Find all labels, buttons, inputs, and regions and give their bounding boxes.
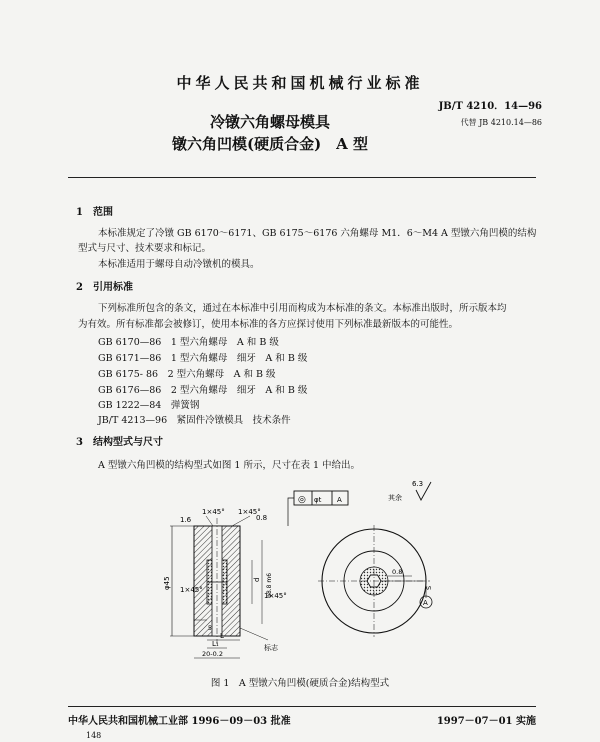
section-3-heading: 3 结构型式与尺寸 <box>76 437 163 448</box>
rough-rest: 其余 <box>388 494 402 502</box>
tolerance-frame <box>288 491 348 526</box>
dim-d: d <box>253 577 261 582</box>
dim-5: 5 <box>208 625 212 632</box>
section-1-para-1a: 本标准规定了冷镦 GB 6170～6171、GB 6175～6176 六角螺母 M1．6～M4 A 型镦六角凹模的结构 <box>98 228 537 239</box>
tol-symbol: ◎ <box>298 495 306 505</box>
section-1-para-1b: 型式与尺寸、技术要求和标记。 <box>78 243 212 254</box>
approval-note: 中华人民共和国机械工业部 1996－09－03 批准 <box>68 716 291 727</box>
chamfer-label: 1×45° <box>180 586 203 594</box>
ref-standard-item: GB 1222—84 弹簧钢 <box>98 400 200 411</box>
tol-datum: A <box>337 496 342 504</box>
mark-label: 标志 <box>264 644 278 652</box>
ref-standard-item: GB 6175- 86 2 型六角螺母 A 和 B 级 <box>98 369 276 380</box>
replaces-note: 代替 JB 4210.14—86 <box>460 118 542 127</box>
section-2-para-1a: 下列标准所包含的条文，通过在本标准中引用而构成为本标准的条文。本标准出版时，所示版本均 <box>98 303 507 314</box>
roughness-r3: 0.8 <box>392 568 403 576</box>
ref-standard-item: GB 6171—86 1 型六角螺母 细牙 A 和 B 级 <box>98 353 308 364</box>
page-number: 148 <box>86 731 102 740</box>
section-1-para-2: 本标准适用于螺母自动冷镦机的模具。 <box>98 259 260 270</box>
section-1-heading: 1 范围 <box>76 207 113 218</box>
chamfer-label: 1×45° <box>264 592 287 600</box>
roughness-r1: 1.6 <box>180 516 192 524</box>
datum-a: A <box>423 599 428 607</box>
figure-caption: 图 1 A 型镦六角凹模(硬质合金)结构型式 <box>210 678 390 689</box>
dim-s: S <box>425 585 433 590</box>
rough-value: 6.3 <box>412 480 424 488</box>
dim-l1: L₁ <box>212 640 219 648</box>
figure-1-drawing <box>150 478 450 664</box>
section-view <box>163 508 287 658</box>
footer-rule <box>68 706 536 707</box>
plan-view <box>318 525 433 637</box>
ref-standard-item: GB 6170—86 1 型六角螺母 A 和 B 级 <box>98 337 279 348</box>
section-3-para-1: A 型镦六角凹模的结构型式如图 1 所示，尺寸在表 1 中给出。 <box>98 460 361 471</box>
issuing-org-header: 中华人民共和国机械行业标准 <box>176 74 424 92</box>
dim-phi8: φ8.8 m6 <box>266 572 273 598</box>
roughness-symbol <box>388 480 431 502</box>
ref-standard-item: GB 6176—86 2 型六角螺母 细牙 A 和 B 级 <box>98 385 308 396</box>
title-line-2: 镦六角凹模(硬质合金) A 型 <box>171 135 369 153</box>
effective-date: 1997－07－01 实施 <box>436 716 536 727</box>
tol-value: φt <box>314 496 322 504</box>
chamfer-label: 1×45° <box>202 508 225 516</box>
chamfer-label: 1×45° <box>238 508 261 516</box>
header-rule <box>68 177 536 178</box>
section-2-para-1b: 为有效。所有标准都会被修订，使用本标准的各方应探讨使用下列标准最新版本的可能性。 <box>78 319 459 330</box>
standard-code: JB/T 4210．14—96 <box>438 101 542 112</box>
dim-20: 20-0.2 <box>202 650 223 658</box>
roughness-r2: 0.8 <box>256 514 268 522</box>
section-2-heading: 2 引用标准 <box>76 282 133 293</box>
ref-standard-item: JB/T 4213—96 紧固件冷镦模具 技术条件 <box>98 415 291 426</box>
title-line-1: 冷镦六角螺母模具 <box>209 113 330 131</box>
dim-l: L <box>220 632 224 640</box>
dim-phi45: φ45 <box>163 576 171 590</box>
